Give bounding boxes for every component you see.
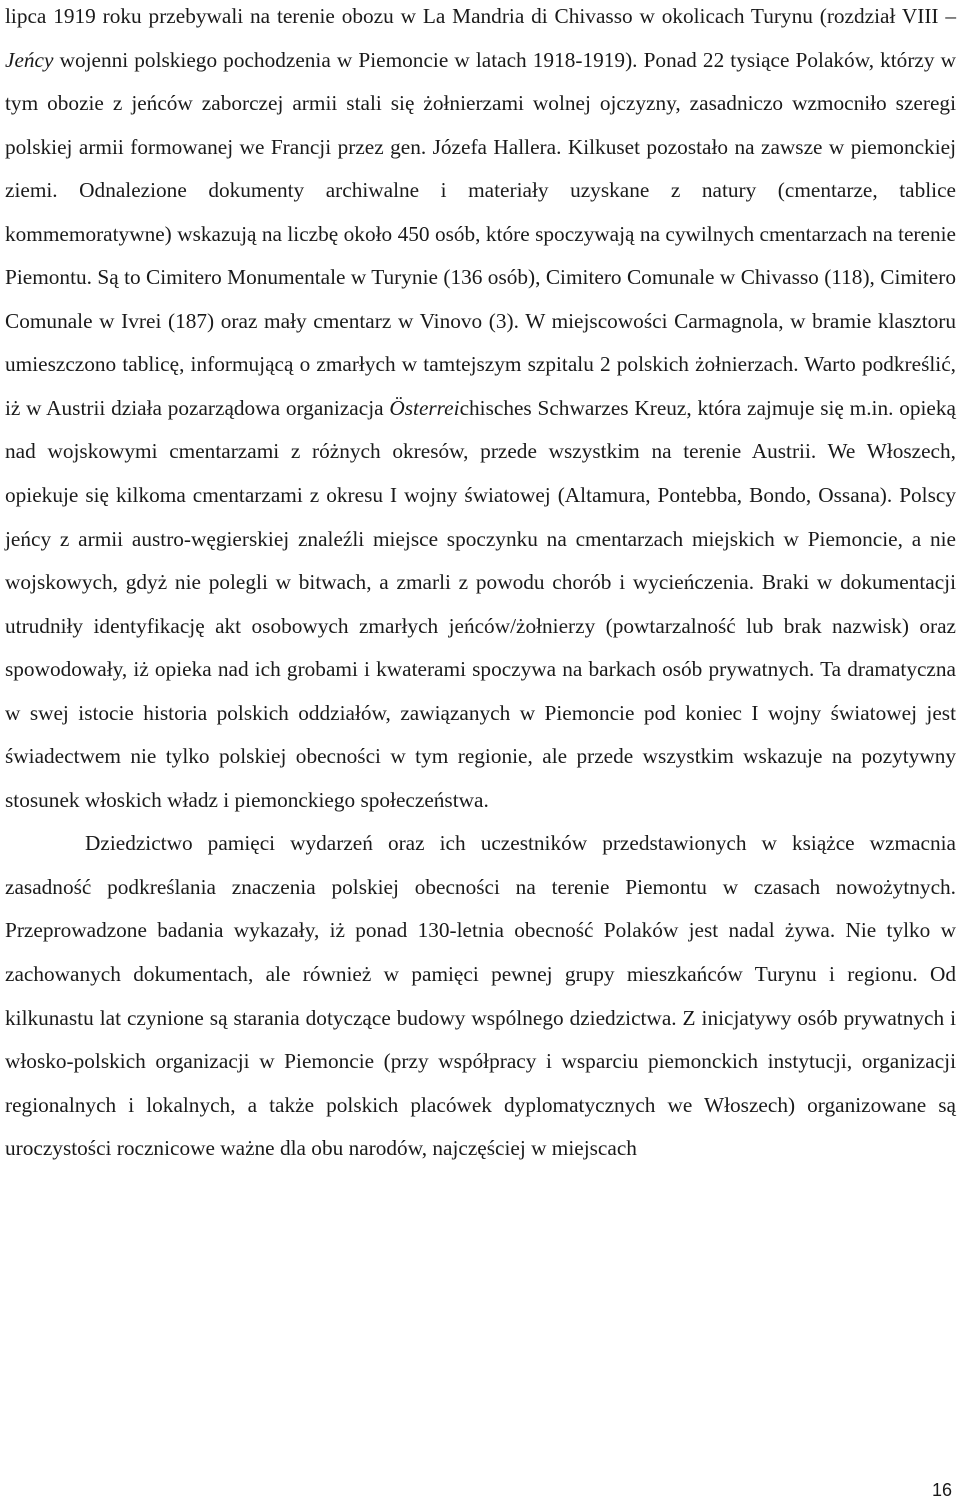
italic-segment: Jeńcy xyxy=(5,47,54,72)
text-segment: Dziedzictwo pamięci wydarzeń oraz ich uczestników przedstawionych w książce wzmacnia zasadność podkreślania znaczenia polskiej obecności na terenie Piemontu w czasach nowożytnych. Przeprowadzone badania wykazały, iż ponad 130-letnia obecność Polaków jest nadal żywa. Nie tylko w zachowanych dokumentach, ale również w pamięci pewnej grupy mieszkańców Turynu i regionu. Od kilkunastu lat czynione są starania dotyczące budowy wspólnego dziedzictwa. Z inicjatywy osób prywatnych i włosko-polskich organizacji w Piemoncie (przy współpracy i wsparciu piemonckich instytucji, organizacji regionalnych i lokalnych, a także polskich placówek dyplomatycznych we Włoszech) organizowane są uroczystości rocznicowe ważne dla obu narodów, najczęściej w miejscach xyxy=(5,831,956,1161)
text-segment: lipca 1919 roku przebywali na terenie obozu w La Mandria di Chivasso w okolicach Turynu (rozdział VIII – xyxy=(5,4,956,28)
paragraph-1 xyxy=(5,0,956,822)
body-text xyxy=(5,0,956,1171)
text-segment: chisches Schwarzes Kreuz, która zajmuje się m.in. opieką nad wojskowymi cmentarzami z różnych okresów, przede wszystkim na terenie Austrii. We Włoszech, opiekuje się kilkoma cmentarzami z okresu I wojny światowej (Altamura, Pontebba, Bondo, Ossana). Polscy jeńcy z armii austro-węgierskiej znaleźli miejsce spoczynku na cmentarzach miejskich w Piemoncie, a nie wojskowych, gdyż nie polegli w bitwach, a zmarli z powodu chorób i wycieńczenia. Braki w dokumentacji utrudniły identyfikację akt osobowych zmarłych jeńców/żołnierzy (powtarzalność lub brak nazwisk) oraz spowodowały, iż opieka nad ich grobami i kwaterami spoczywa na barkach osób prywatnych. Ta dramatyczna w swej istocie historia polskich oddziałów, zawiązanych w Piemoncie pod koniec I wojny światowej jest świadectwem nie tylko polskiej obecności w tym regionie, ale przede wszystkim wskazuje na pozytywny stosunek włoskich władz i piemonckiego społeczeństwa. xyxy=(5,395,956,812)
page-number: 16 xyxy=(931,1480,952,1500)
paragraph-2 xyxy=(5,822,956,1170)
text-segment: wojenni polskiego pochodzenia w Piemoncie w latach 1918-1919). Ponad 22 tysiące Polaków, którzy w tym obozie z jeńców zaborczej armii stali się żołnierzami wolnej ojczyzny, zasadniczo wzmocniło szeregi polskiej armii formowanej we Francji przez gen. Józefa Hallera. Kilkuset pozostało na zawsze w piemonckiej ziemi. Odnalezione dokumenty archiwalne i materiały uzyskane z natury (cmentarze, tablice kommemoratywne) wskazują na liczbę około 450 osób, które spoczywają na cywilnych cmentarzach na terenie Piemontu. Są to Cimitero Monumentale w Turynie (136 osób), Cimitero Comunale w Chivasso (118), Cimitero Comunale w Ivrei (187) oraz mały cmentarz w Vinovo (3). W miejscowości Carmagnola, w bramie klasztoru umieszczono tablicę, informującą o zmarłych w tamtejszym szpitalu 2 polskich żołnierzach. Warto podkreślić, iż w Austrii działa pozarządowa organizacja xyxy=(5,47,956,420)
italic-segment: Österrei xyxy=(389,395,460,420)
